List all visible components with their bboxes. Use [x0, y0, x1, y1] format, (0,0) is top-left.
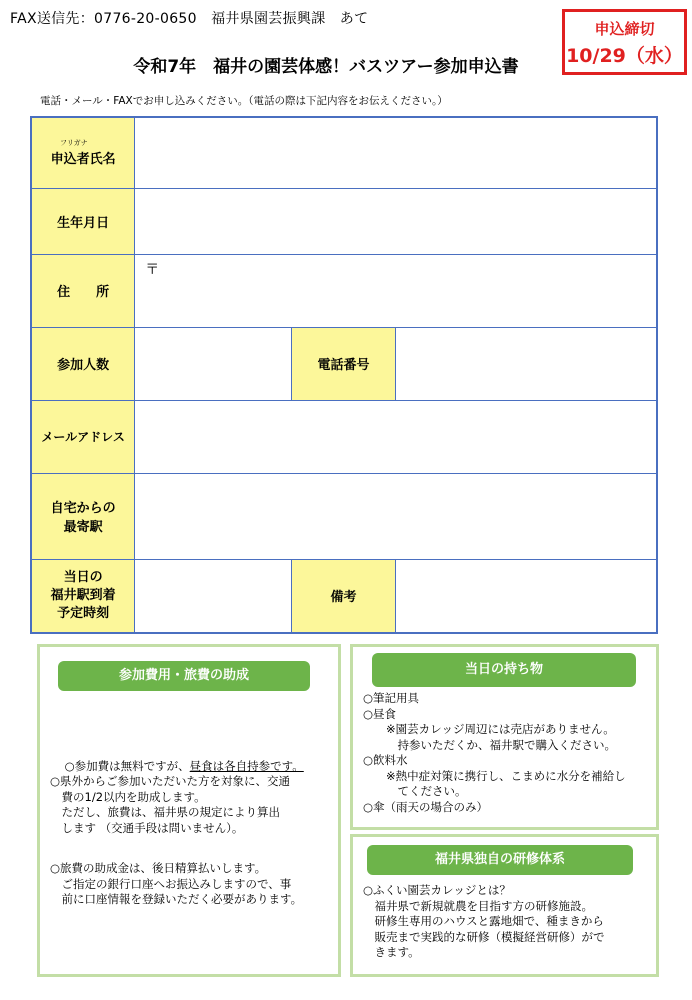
address-label: 住 所 [31, 254, 135, 327]
deadline-label: 申込締切 [594, 20, 655, 38]
participants-field[interactable] [135, 327, 291, 400]
participants-label: 参加人数 [31, 327, 135, 400]
postal-mark: 〒 [145, 261, 160, 278]
phone-label: 電話番号 [291, 327, 396, 400]
name-field[interactable] [135, 117, 657, 188]
remarks-field[interactable] [396, 559, 657, 633]
remarks-label: 備考 [291, 559, 396, 633]
furigana-label: フリガナ [60, 139, 88, 148]
items-heading: 当日の持ち物 [372, 653, 636, 687]
training-panel [350, 834, 659, 977]
name-label: フリガナ 申込者氏名 [31, 117, 135, 188]
fees-heading: 参加費用・旅費の助成 [58, 661, 310, 691]
phone-field[interactable] [396, 327, 657, 400]
fees-panel [37, 644, 341, 977]
birthdate-field[interactable] [135, 188, 657, 254]
items-list: ○筆記用具 ○昼食 ※園芸カレッジ周辺には売店がありません。 持参いただくか、福井駅で購入ください。 ○飲料水 ※熱中症対策に携行し、こまめに水分を補給し てください。 ○傘（雨天の場合のみ） [363, 691, 626, 814]
station-field[interactable] [135, 473, 657, 559]
items-panel [350, 644, 659, 830]
training-body: ○ふくい園芸カレッジとは？ 福井県で新規就農を目指す方の研修施設。 研修生専用のハウスと露地畑で、種まきから 販売まで実践的な研修（模擬経営研修）がで きます。 [363, 883, 605, 959]
arrival-field[interactable] [135, 559, 291, 633]
email-label: メールアドレス [31, 400, 135, 473]
address-field[interactable] [135, 254, 657, 327]
birthdate-label: 生年月日 [31, 188, 135, 254]
deadline-date: 10/29（水） [566, 45, 683, 67]
arrival-label: 当日の 福井駅到着 予定時刻 [31, 559, 135, 633]
application-form [30, 116, 658, 634]
station-label: 自宅からの 最寄駅 [31, 473, 135, 559]
fees-lunch-note: ○参加費は無料ですが、昼食は各自持参です。 [64, 758, 304, 773]
fax-destination: FAX送信先：0776-20-0650 福井県園芸振興課 あて [10, 11, 369, 27]
email-field[interactable] [135, 400, 657, 473]
application-note: 電話・メール・FAXでお申し込みください。（電話の際は下記内容をお伝えください。） [40, 95, 448, 107]
fees-payment-note: ○旅費の助成金は、後日精算払いします。 ご指定の銀行口座へお振込みしますので、事 前に口座情報を登録いただく必要があります。 [50, 861, 303, 906]
training-heading: 福井県独自の研修体系 [367, 845, 633, 875]
page-title: 令和7年 福井の園芸体感！バスツアー参加申込書 [133, 57, 519, 77]
fees-subsidy-note: ○県外からご参加いただいた方を対象に、交通 費の1/2以内を助成します。 ただし、旅費は、福井県の規定により算出 します （交通手段は問いません）。 [50, 774, 291, 835]
